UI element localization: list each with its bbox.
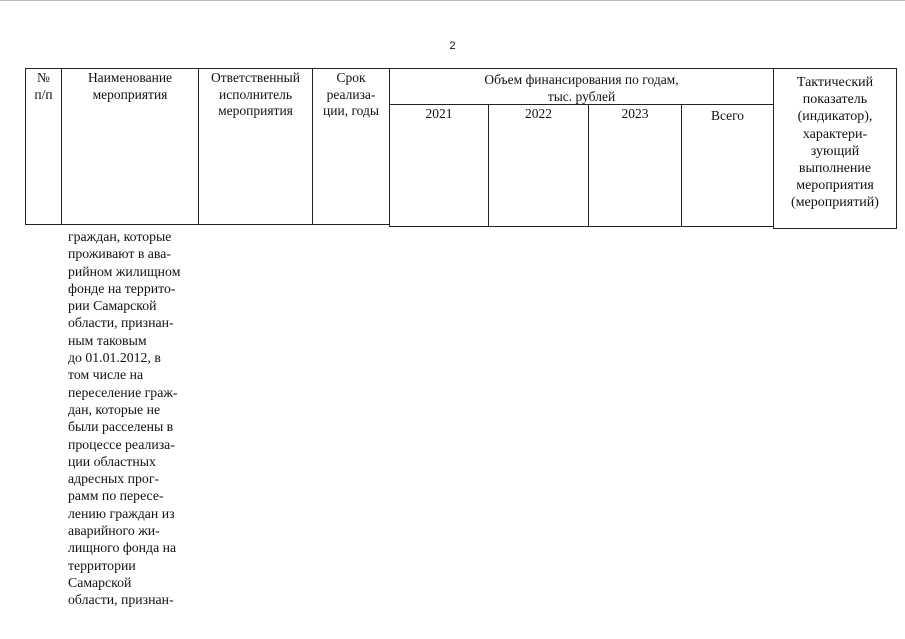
page-number: 2 (449, 40, 456, 52)
header-indicator: Тактический показатель (индикатор), характери- зующий выполнение мероприятия (мероприятий) (791, 75, 879, 211)
header-number: № п/п (34, 70, 53, 102)
header-year-2021: 2021 (425, 106, 453, 121)
header-total: Всего (710, 108, 745, 123)
header-term: Срок реализа- ции, годы (323, 70, 379, 118)
header-year-2023: 2023 (621, 106, 649, 121)
table-bottom-border-right (773, 228, 896, 229)
column-divider-right-edge (896, 68, 897, 229)
table-bottom-border-left (25, 224, 390, 225)
header-responsible: Ответственный исполнитель мероприятия (211, 70, 300, 118)
table-bottom-border-mid (389, 226, 773, 227)
measure-name-continuation: граждан, которые проживают в ава- рийном жилищном фонде на террито- рии Самарской области, признан- ным таковым до 01.01.2012, в том числе на переселение граж- дан, которые не были расселены в процессе реализа- ции областных адресных прог- рамм по пересе- лению граждан из аварийного жи- лищного фонда на территории Самарской области, признан- (68, 229, 181, 608)
header-year-2022: 2022 (525, 106, 552, 121)
table-top-border (25, 68, 896, 69)
header-funding: Объем финансирования по годам, тыс. рублей (484, 72, 679, 104)
header-name: Наименование мероприятия (87, 70, 173, 102)
